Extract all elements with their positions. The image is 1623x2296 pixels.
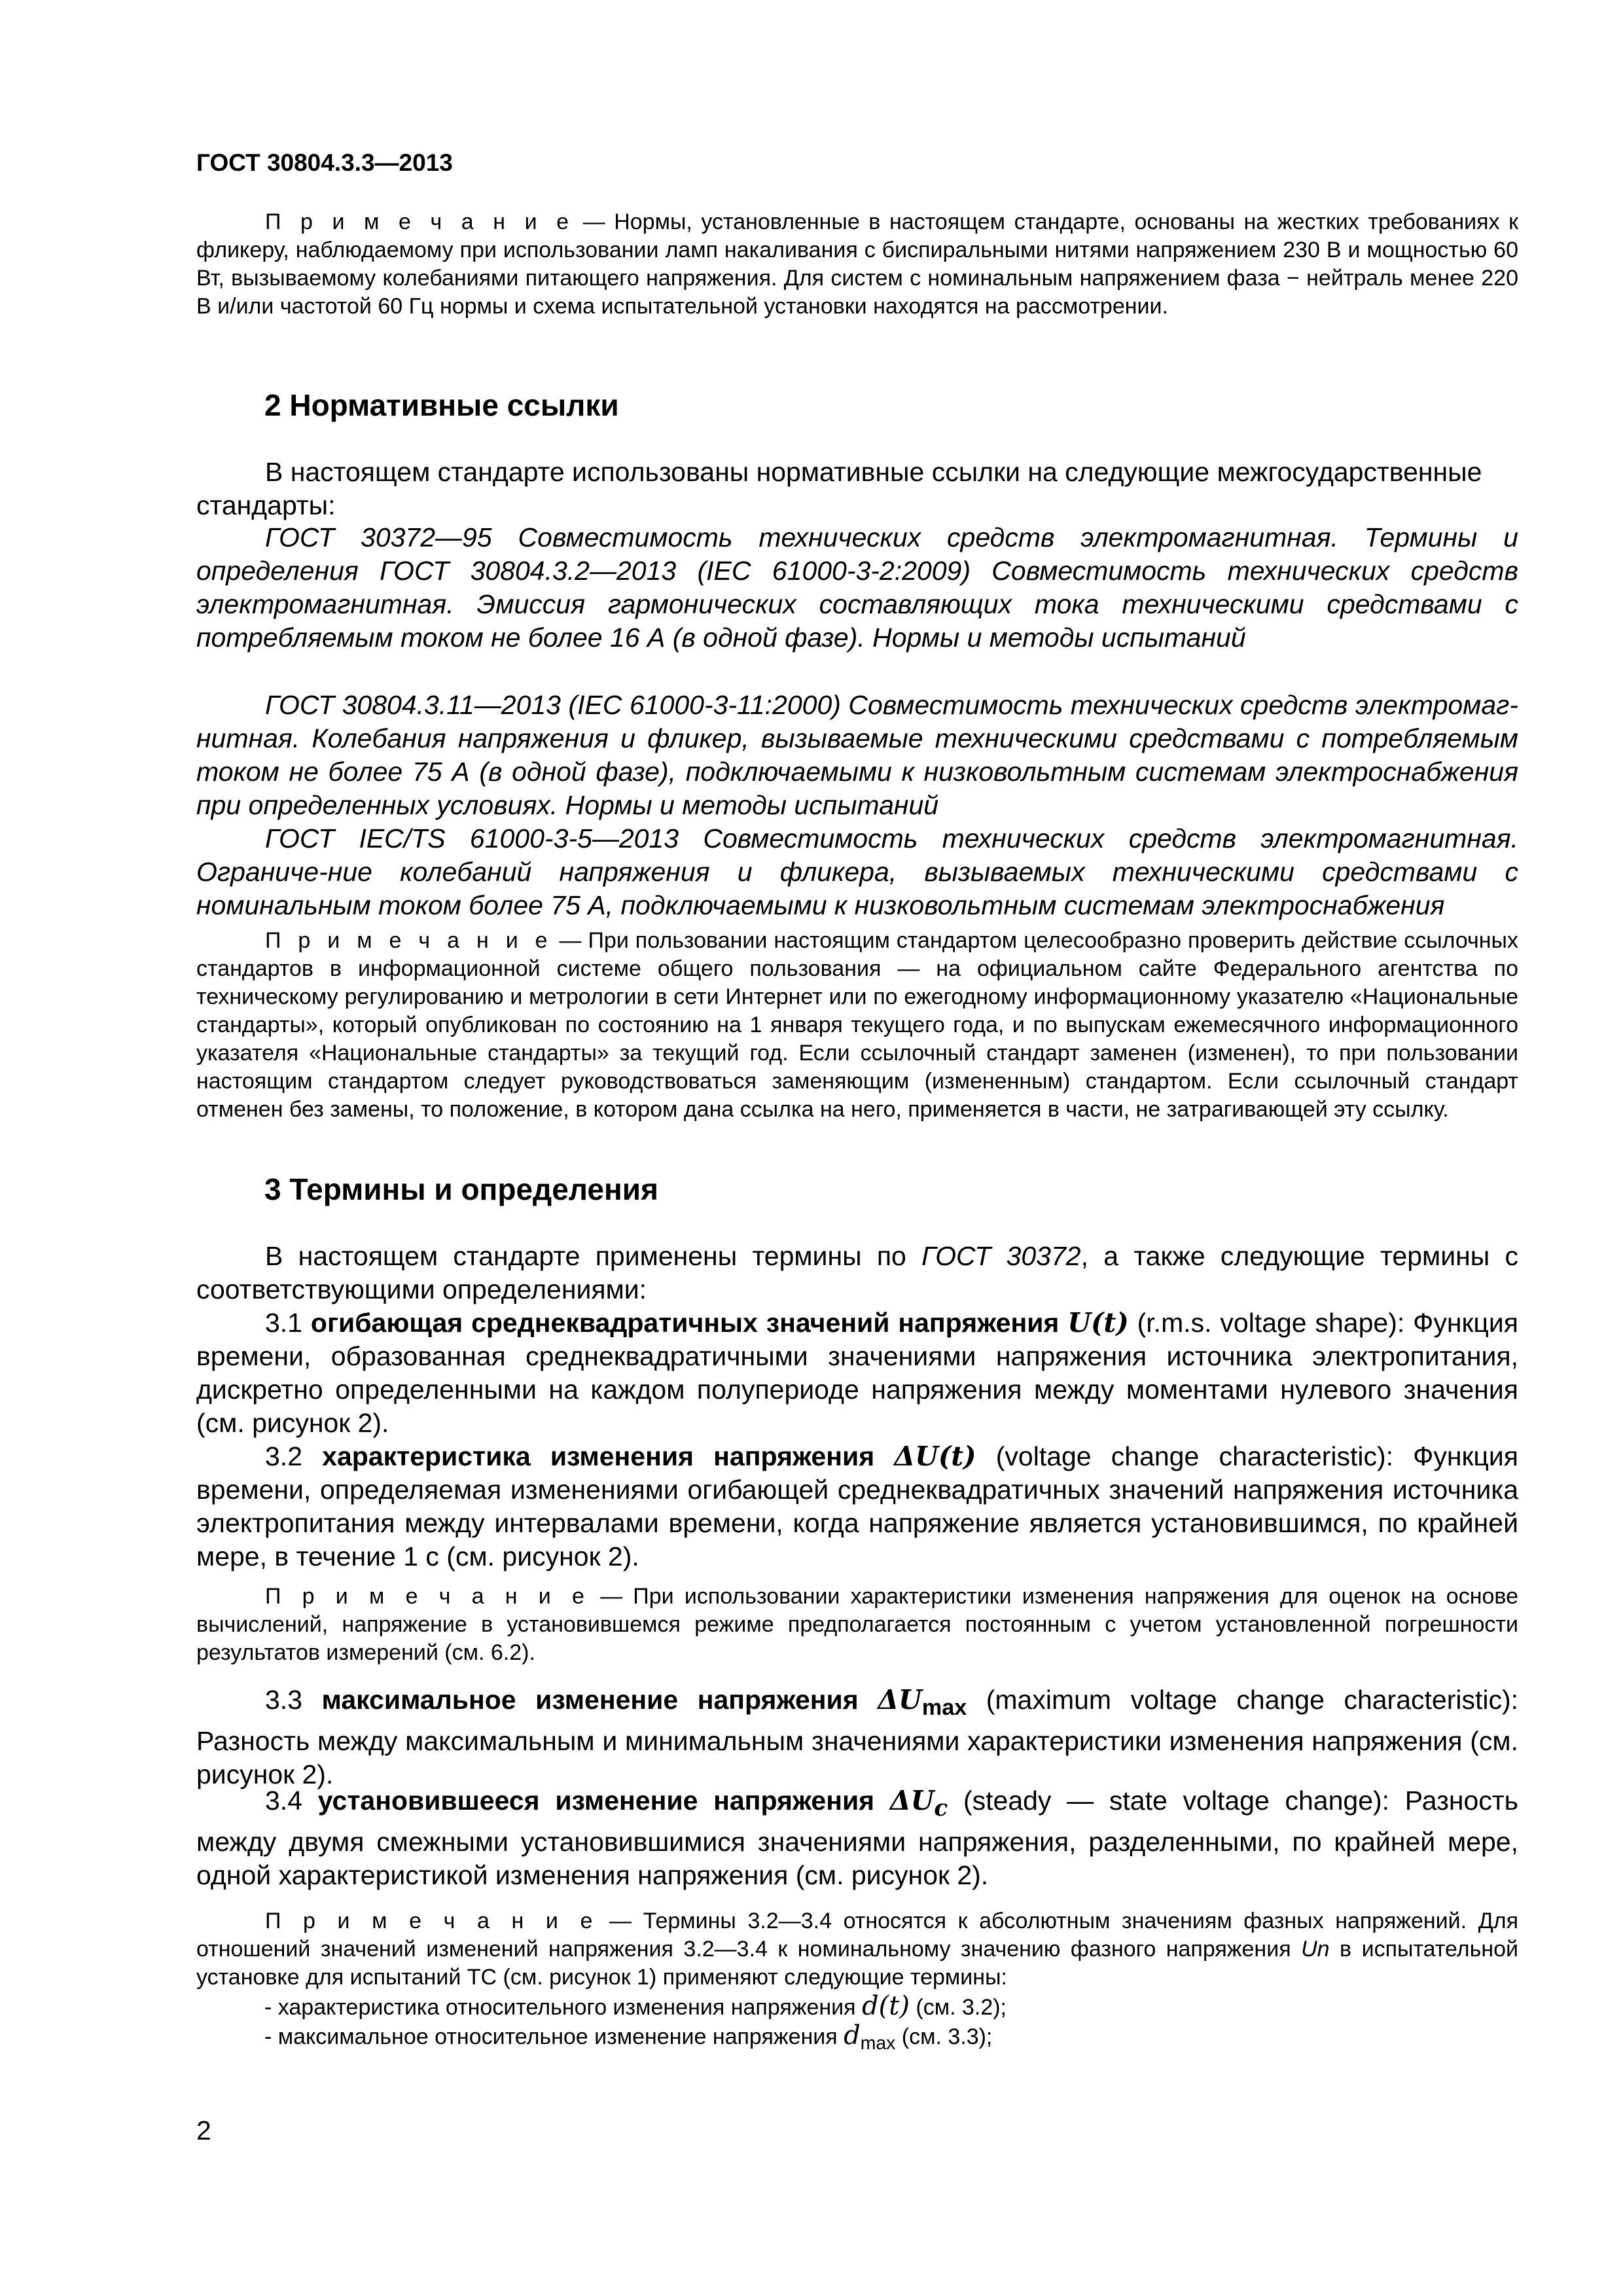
section-3-title: 3 Термины и определения [264, 1172, 658, 1206]
section-2-intro: В настоящем стандарте использованы нормативные ссылки на следующие межгосударственные стандарты: [196, 457, 1482, 520]
term-3-3: 3.3 максимальное изменение напряжения $\Delta U_{max}$ (maximum voltage change characteristic): Разность между максимальным и минимальным значениями характеристики изменения напряжения (см. рисунок 2). [196, 1684, 1519, 1790]
reference-gost-iec-ts-61000-3-5: ГОСТ IEC/TS 61000-3-5—2013 Совместимость технических средств электромагнитная. Ограниче-ние колебаний напряжения и фликера, вызываемых техническими средствами с номинальным током более 75 А, подключаемыми к низковольтным системам электроснабжения [196, 823, 1518, 920]
note-text: — При использовании характеристики изменения напряжения для оценок на основе вычислений, напряжение в установившемся режиме предполагается постоянным с учетом установленной погрешности результатов измерений (см. 6.2). [196, 1584, 1518, 1665]
term-name: максимальное изменение напряжения [321, 1685, 878, 1715]
math-symbol: $\Delta U_c$ [889, 1785, 948, 1822]
note-normative-references [196, 927, 1518, 1124]
math-symbol: U(t) [1067, 1307, 1129, 1338]
section-2-title: 2 Нормативные ссылки [264, 388, 619, 422]
list-item: - характеристика относительного изменения напряжения d(t) (см. 3.2); [264, 1991, 1007, 2021]
note-relative-terms: П р и м е ч а н и е — Термины 3.2—3.4 относятся к абсолютным значениям фазных напряжений. Для отношений значений изменений напряжения 3.2—3.4 к номинальному значению фазного напряжения Un в испытательной установке для испытаний ТС (см. рисунок 1) применяют следующие термины: [196, 1909, 1518, 1990]
document-header: ГОСТ 30804.3.3—2013 [196, 149, 453, 176]
note-label: П р и м е ч а н и е [265, 1909, 598, 1933]
relative-terms-list [264, 1992, 1518, 2058]
gost-30372-ref: ГОСТ 30372 [921, 1241, 1081, 1271]
note-label: П р и м е ч а н и е [265, 209, 575, 234]
math-symbol: $\Delta U_{max}$ [878, 1684, 967, 1721]
section-3-intro: В настоящем стандарте применены термины по ГОСТ 30372, а также следующие термины с соответствующими определениями: [196, 1241, 1518, 1304]
term-name: установившееся изменение напряжения [317, 1785, 890, 1816]
math-symbol: ΔU(t) [894, 1441, 976, 1472]
term-3-1: 3.1 огибающая среднеквадратичных значений напряжения U(t) (r.m.s. voltage shape): Функция времени, образованная среднеквадратичными значениями напряжения источника электропитания, дискретно определенными на каждом полупериоде напряжения между моментами нулевого значения (см. рисунок 2). [196, 1307, 1518, 1438]
reference-gost-30372: ГОСТ 30372—95 Совместимость технических средств электромагнитная. Термины и определения ГОСТ 30804.3.2—2013 (IEC 61000-3-2:2009) Совместимость технических средств электромагнитная. Эмиссия гармонических составляющих тока техническими средствами с потребляемым током не более 16 А (в одной фазе). Нормы и методы испытаний [196, 522, 1518, 653]
note-text: — При пользовании настоящим стандартом целесообразно проверить действие ссылочных стандартов в информационной системе общего пользования — на официальном сайте Федерального агентства по техническому регулированию и метрологии в сети Интернет или по ежегодному информационному указателю «Национальные стандарты», который опубликован по состоянию на 1 января текущего года, и по выпускам ежемесячного информационного указателя «Национальные стандарты» за текущий год. Если ссылочный стандарт заменен (изменен), то при пользовании настоящим стандартом следует руководствоваться заменяющим (измененным) стандартом. Если ссылочный стандарт отменен без замены, то положение, в котором дана ссылка на него, применяется в части, не затрагивающей эту ссылку. [196, 928, 1518, 1122]
term-3-4: 3.4 установившееся изменение напряжения $\Delta U_c$ (steady — state voltage change): Разность между двумя смежными установившимися значениями напряжения, разделенными, по крайней мере, одной характеристикой изменения напряжения (см. рисунок 2). [196, 1785, 1518, 1891]
note-voltage-characteristic [196, 1583, 1518, 1667]
page-number: 2 [196, 2115, 211, 2145]
note-label: П р и м е ч а н и е [265, 928, 553, 953]
term-name: характеристика изменения напряжения [322, 1441, 895, 1471]
note-label: П р и м е ч а н и е [265, 1584, 590, 1609]
term-name: огибающая среднеквадратичных значений напряжения [310, 1308, 1068, 1338]
note-text: — Нормы, установленные в настоящем стандарте, основаны на жестких требованиях к фликеру, наблюдаемому при использовании ламп накаливания с биспиральными нитями напряжением 230 В и мощностью 60 Вт, вызываемому колебаниями питающего напряжения. Для систем с номинальным напряжением фаза − нейтраль менее 220 В и/или частотой 60 Гц нормы и схема испытательной установки находятся на рассмотрении. [196, 209, 1518, 319]
list-item: - максимальное относительное изменение напряжения $d_{max}$ (см. 3.3); [264, 2020, 993, 2054]
note-flicker [196, 208, 1518, 321]
term-3-2: 3.2 характеристика изменения напряжения ΔU(t) (voltage change characteristic): Функция времени, определяемая изменениями огибающей среднеквадратичных значений напряжения источника электропитания между интервалами времени, когда напряжение является установившимся, по крайней мере, в течение 1 с (см. рисунок 2). [196, 1441, 1518, 1571]
reference-gost-30804-3-11: ГОСТ 30804.3.11—2013 (IEC 61000-3-11:2000) Совместимость технических средств электромаг-нитная. Колебания напряжения и фликер, вызываемые техническими средствами с потребляемым током не более 75 А (в одной фазе), подключаемыми к низковольтным системам электроснабжения при определенных условиях. Нормы и методы испытаний [196, 690, 1518, 820]
